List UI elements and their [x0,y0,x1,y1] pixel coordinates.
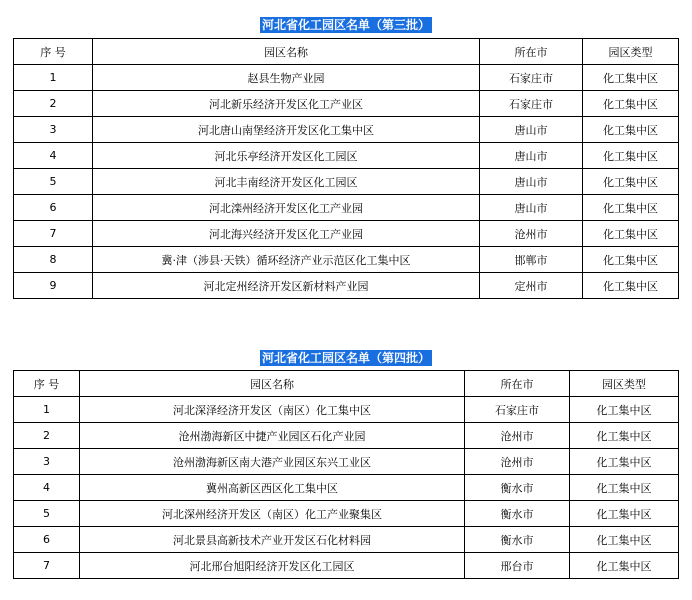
cell-park-type: 化工集中区 [570,501,679,527]
table-row [14,195,679,221]
cell-park-name: 河北深州经济开发区（南区）化工产业聚集区 [80,501,465,527]
cell-park-type: 化工集中区 [570,527,679,553]
table-row [14,169,679,195]
cell-park-type: 化工集中区 [570,397,679,423]
cell-city: 衡水市 [465,501,570,527]
table-row [14,221,679,247]
cell-index: 3 [14,117,93,143]
cell-park-name: 冀州高新区西区化工集中区 [80,475,465,501]
cell-index: 5 [14,501,80,527]
park-table-batch-3 [13,38,679,299]
header-city: 所在市 [465,371,570,397]
cell-park-type: 化工集中区 [583,221,679,247]
cell-index: 7 [14,553,80,579]
cell-city: 石家庄市 [480,91,583,117]
cell-city: 沧州市 [465,423,570,449]
table-title-text: 河北省化工园区名单（第四批） [261,351,430,365]
table-row [14,449,679,475]
cell-city: 邯郸市 [480,247,583,273]
cell-city: 衡水市 [465,475,570,501]
cell-park-type: 化工集中区 [583,117,679,143]
table-row [14,91,679,117]
cell-park-type: 化工集中区 [583,273,679,299]
table-row [14,143,679,169]
cell-index: 2 [14,91,93,117]
header-park-type: 园区类型 [583,39,679,65]
cell-park-type: 化工集中区 [583,195,679,221]
table-title-batch-4 [0,347,692,366]
header-park-name: 园区名称 [80,371,465,397]
cell-city: 唐山市 [480,143,583,169]
cell-city: 唐山市 [480,169,583,195]
cell-city: 定州市 [480,273,583,299]
cell-city: 石家庄市 [465,397,570,423]
cell-index: 2 [14,423,80,449]
cell-city: 沧州市 [465,449,570,475]
table-row [14,273,679,299]
cell-park-name: 赵县生物产业园 [93,65,480,91]
cell-park-name: 河北乐亭经济开发区化工园区 [93,143,480,169]
cell-park-name: 冀·津（涉县·天铁）循环经济产业示范区化工集中区 [93,247,480,273]
cell-park-name: 沧州渤海新区南大港产业园区东兴工业区 [80,449,465,475]
cell-index: 3 [14,449,80,475]
header-index: 序 号 [14,39,93,65]
cell-park-name: 河北滦州经济开发区化工产业园 [93,195,480,221]
cell-park-type: 化工集中区 [570,553,679,579]
cell-park-type: 化工集中区 [570,449,679,475]
cell-park-type: 化工集中区 [570,475,679,501]
park-table-batch-4 [13,370,679,579]
header-city: 所在市 [480,39,583,65]
cell-city: 唐山市 [480,195,583,221]
cell-index: 4 [14,143,93,169]
table-row [14,65,679,91]
header-park-type: 园区类型 [570,371,679,397]
cell-index: 8 [14,247,93,273]
cell-city: 唐山市 [480,117,583,143]
cell-index: 7 [14,221,93,247]
cell-park-name: 河北定州经济开发区新材料产业园 [93,273,480,299]
table-row [14,397,679,423]
table-row [14,501,679,527]
table-row [14,423,679,449]
cell-index: 1 [14,397,80,423]
cell-park-type: 化工集中区 [583,247,679,273]
cell-park-name: 河北海兴经济开发区化工产业园 [93,221,480,247]
cell-park-type: 化工集中区 [583,91,679,117]
table-title-batch-3 [0,14,692,33]
cell-park-type: 化工集中区 [583,143,679,169]
cell-city: 邢台市 [465,553,570,579]
header-park-name: 园区名称 [93,39,480,65]
cell-city: 沧州市 [480,221,583,247]
table-header-row [14,371,679,397]
cell-park-type: 化工集中区 [570,423,679,449]
cell-park-name: 河北唐山南堡经济开发区化工集中区 [93,117,480,143]
header-index: 序 号 [14,371,80,397]
table-header-row [14,39,679,65]
table-title-text: 河北省化工园区名单（第三批） [261,18,430,32]
cell-park-name: 河北景县高新技术产业开发区石化材料园 [80,527,465,553]
cell-city: 石家庄市 [480,65,583,91]
cell-index: 5 [14,169,93,195]
cell-index: 6 [14,195,93,221]
table-row [14,475,679,501]
cell-park-name: 沧州渤海新区中捷产业园区石化产业园 [80,423,465,449]
cell-index: 9 [14,273,93,299]
cell-park-name: 河北丰南经济开发区化工园区 [93,169,480,195]
cell-index: 1 [14,65,93,91]
cell-index: 4 [14,475,80,501]
cell-park-type: 化工集中区 [583,65,679,91]
cell-park-name: 河北新乐经济开发区化工产业区 [93,91,480,117]
cell-park-name: 河北深泽经济开发区（南区）化工集中区 [80,397,465,423]
table-row [14,527,679,553]
table-row [14,247,679,273]
cell-index: 6 [14,527,80,553]
cell-park-name: 河北邢台旭阳经济开发区化工园区 [80,553,465,579]
cell-city: 衡水市 [465,527,570,553]
cell-park-type: 化工集中区 [583,169,679,195]
table-row [14,117,679,143]
table-row [14,553,679,579]
